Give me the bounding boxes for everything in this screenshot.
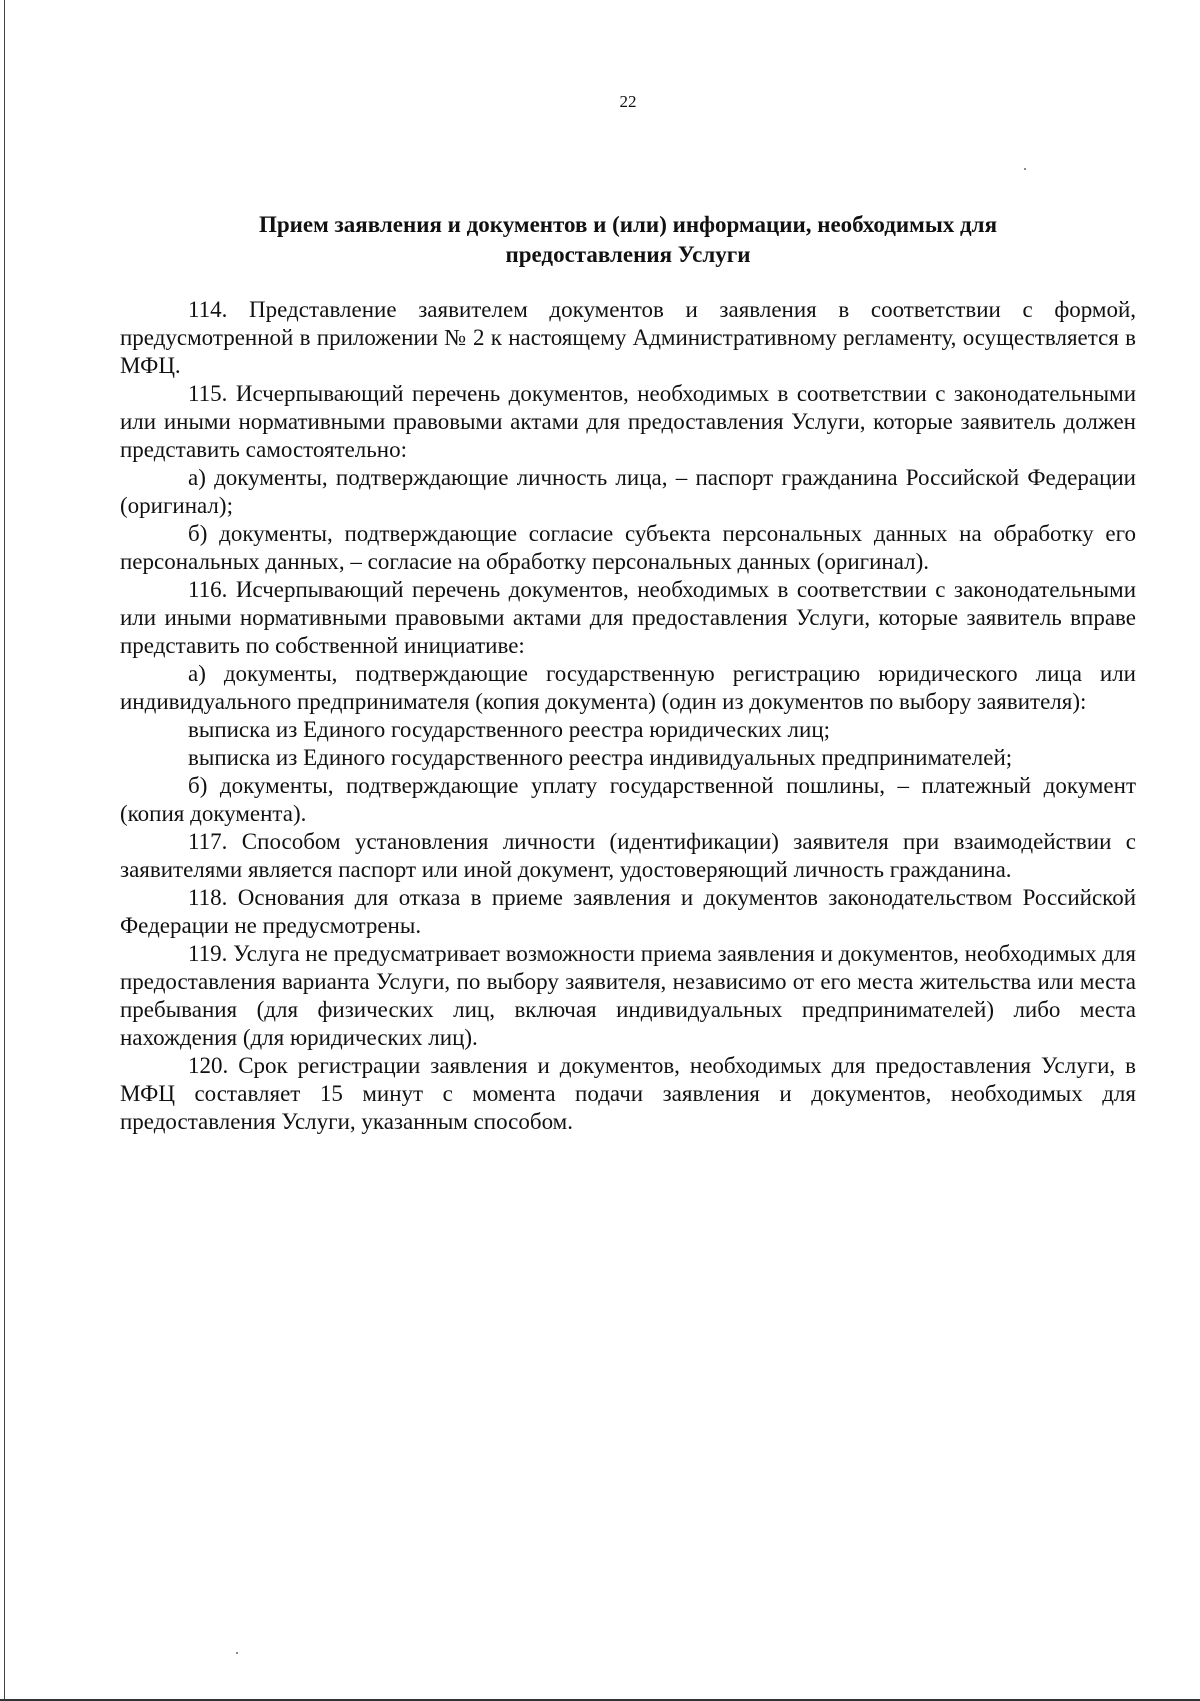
- paragraph-116-a: а) документы, подтверждающие государственную регистрацию юридического лица или индивидуального предпринимателя (копия документа) (один из документов по выбору заявителя):: [120, 661, 1136, 714]
- paragraph-117: 117. Способом установления личности (идентификации) заявителя при взаимодействии с заявителями является паспорт или иной документ, удостоверяющий личность гражданина.: [120, 829, 1136, 882]
- paragraph-114: 114. Представление заявителем документов и заявления в соответствии с формой, предусмотренной в приложении № 2 к настоящему Административному регламенту, осуществляется в МФЦ.: [120, 297, 1136, 378]
- scan-speck: [1024, 168, 1026, 170]
- scan-left-edge: [4, 0, 5, 1701]
- paragraph-115-a: а) документы, подтверждающие личность лица, – паспорт гражданина Российской Федерации (оригинал);: [120, 465, 1136, 518]
- paragraph-115: 115. Исчерпывающий перечень документов, необходимых в соответствии с законодательными или иными нормативными правовыми актами для предоставления Услуги, которые заявитель должен представить самостоятельно:: [120, 381, 1136, 462]
- paragraph-115-b: б) документы, подтверждающие согласие субъекта персональных данных на обработку его персональных данных, – согласие на обработку персональных данных (оригинал).: [120, 521, 1136, 574]
- paragraph-119: 119. Услуга не предусматривает возможности приема заявления и документов, необходимых для предоставления варианта Услуги, по выбору заявителя, независимо от его места жительства или места пребывания (для физических лиц, включая индивидуальных предпринимателей) либо места нахождения (для юридических лиц).: [120, 941, 1136, 1050]
- paragraph-116-b: б) документы, подтверждающие уплату государственной пошлины, – платежный документ (копия документа).: [120, 773, 1136, 826]
- paragraph-116-a-item-1: выписка из Единого государственного реестра юридических лиц;: [188, 717, 831, 742]
- page-number: 22: [619, 92, 637, 111]
- paragraph-116: 116. Исчерпывающий перечень документов, необходимых в соответствии с законодательными или иными нормативными правовыми актами для предоставления Услуги, которые заявитель вправе представить по собственной инициативе:: [120, 577, 1136, 658]
- paragraph-120: 120. Срок регистрации заявления и документов, необходимых для предоставления Услуги, в МФЦ составляет 15 минут с момента подачи заявления и документов, необходимых для предоставления Услуги, указанным способом.: [120, 1053, 1136, 1134]
- document-body: [120, 296, 1136, 1136]
- paragraph-116-a-item-2: выписка из Единого государственного реестра индивидуальных предпринимателей;: [188, 745, 1013, 770]
- section-heading-line-2: предоставления Услуги: [505, 242, 751, 267]
- section-heading: [120, 210, 1136, 270]
- paragraph-118: 118. Основания для отказа в приеме заявления и документов законодательством Российской Федерации не предусмотрены.: [120, 885, 1136, 938]
- section-heading-line-1: Прием заявления и документов и (или) информации, необходимых для: [258, 212, 998, 237]
- scan-speck: [236, 1652, 238, 1654]
